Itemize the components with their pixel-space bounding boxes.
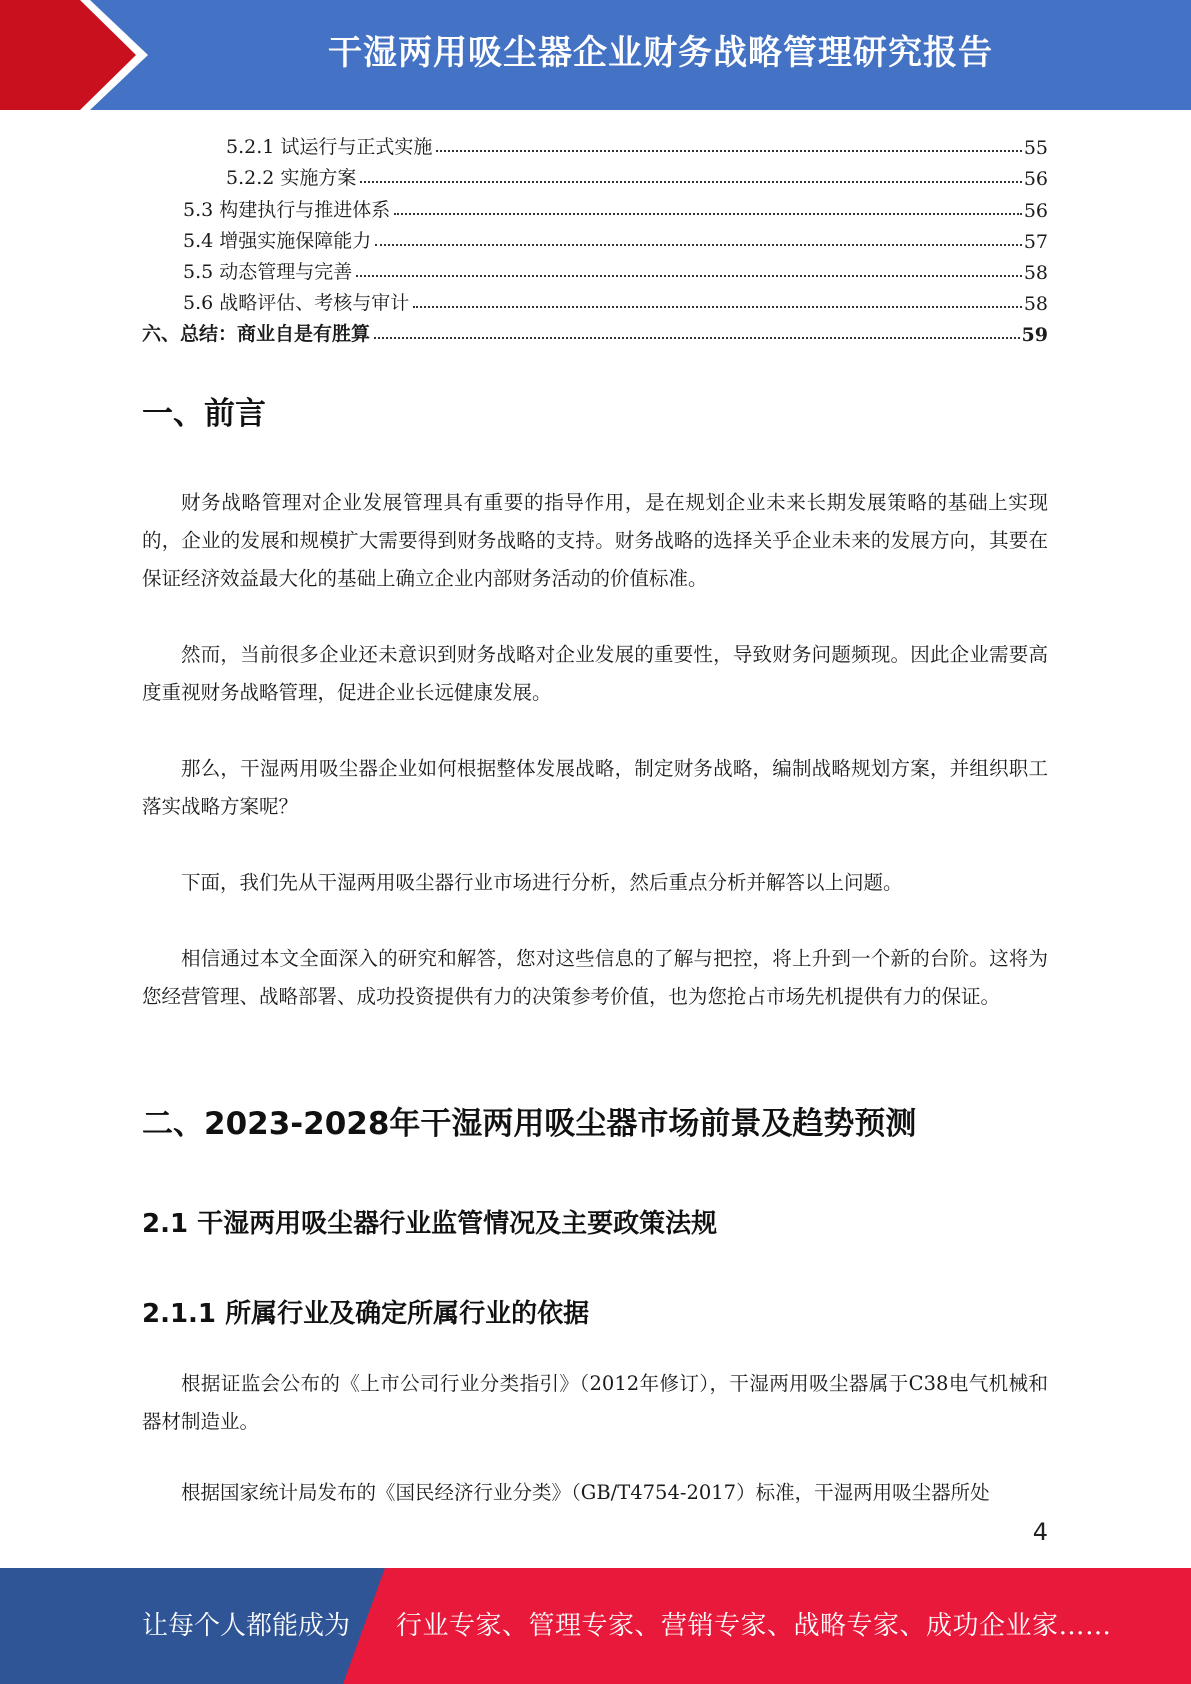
toc-entry[interactable] [142,253,1048,284]
toc-entry[interactable] [142,190,1048,221]
toc-entry-label: 5.5 动态管理与完善 [183,257,354,284]
report-title: 干湿两用吸尘器企业财务战略管理研究报告 [328,33,993,73]
toc-leader-dots [413,306,1022,308]
toc-entry-page: 59 [1021,324,1048,347]
toc-entry-label: 5.4 增强实施保障能力 [183,226,373,253]
toc-entry[interactable] [142,128,1048,159]
toc-entry-page: 57 [1023,230,1048,253]
toc-entry-page: 58 [1023,261,1048,284]
paragraph: 财务战略管理对企业发展管理具有重要的指导作用，是在规划企业未来长期发展策略的基础上实现的，企业的发展和规模扩大需要得到财务战略的支持。财务战略的选择关乎企业未来的发展方向，其要在保证经济效益最大化的基础上确立企业内部财务活动的价值标准。 [142,491,1048,590]
section-heading-preface: 一、前言 [142,396,266,432]
toc-leader-dots [356,275,1022,277]
toc-entry[interactable] [142,315,1048,346]
toc-entry-page: 56 [1023,199,1048,222]
toc-entry-page: 56 [1023,168,1048,191]
toc-entry-label: 5.2.1 试运行与正式实施 [226,132,434,159]
toc-entry-label: 5.2.2 实施方案 [226,163,358,190]
toc-entry-label: 5.3 构建执行与推进体系 [183,195,392,222]
toc-entry-page: 55 [1023,137,1048,160]
toc-leader-dots [375,244,1022,246]
paragraph: 根据证监会公布的《上市公司行业分类指引》（2012年修订），干湿两用吸尘器属于C38电气机械和器材制造业。 [142,1372,1048,1433]
toc-entry-page: 58 [1023,293,1048,316]
footer-banner [0,1568,1191,1684]
red-chevron-decoration [0,0,160,110]
table-of-contents [142,128,1048,346]
toc-leader-dots [436,150,1021,152]
section-heading-market: 二、2023-2028年干湿两用吸尘器市场前景及趋势预测 [142,1106,917,1142]
toc-entry[interactable] [142,284,1048,315]
toc-leader-dots [394,213,1022,215]
paragraph: 下面，我们先从干湿两用吸尘器行业市场进行分析，然后重点分析并解答以上问题。 [181,871,903,894]
footer-slogan-left: 让每个人都能成为 [142,1611,351,1641]
header-banner [0,0,1191,110]
toc-entry[interactable] [142,222,1048,253]
paragraph: 那么，干湿两用吸尘器企业如何根据整体发展战略，制定财务战略，编制战略规划方案，并组织职工落实战略方案呢？ [142,757,1048,818]
subsection-heading: 2.1 干湿两用吸尘器行业监管情况及主要政策法规 [142,1209,718,1239]
paragraph: 然而，当前很多企业还未意识到财务战略对企业发展的重要性，导致财务问题频现。因此企业需要高度重视财务战略管理，促进企业长远健康发展。 [142,643,1048,704]
toc-leader-dots [374,337,1020,339]
page-number: 4 [1032,1518,1048,1546]
toc-entry-label: 六、总结：商业自是有胜算 [142,319,372,346]
paragraph: 根据国家统计局发布的《国民经济行业分类》（GB/T4754-2017）标准，干湿两用吸尘器所处 [181,1481,990,1504]
footer-slogan-right: 行业专家、管理专家、营销专家、战略专家、成功企业家…… [396,1611,1112,1641]
toc-entry-label: 5.6 战略评估、考核与审计 [183,288,411,315]
toc-leader-dots [360,181,1021,183]
toc-entry[interactable] [142,159,1048,190]
subsection-heading: 2.1.1 所属行业及确定所属行业的依据 [142,1299,590,1329]
paragraph: 相信通过本文全面深入的研究和解答，您对这些信息的了解与把控，将上升到一个新的台阶。这将为您经营管理、战略部署、成功投资提供有力的决策参考价值，也为您抢占市场先机提供有力的保证。 [142,947,1048,1008]
